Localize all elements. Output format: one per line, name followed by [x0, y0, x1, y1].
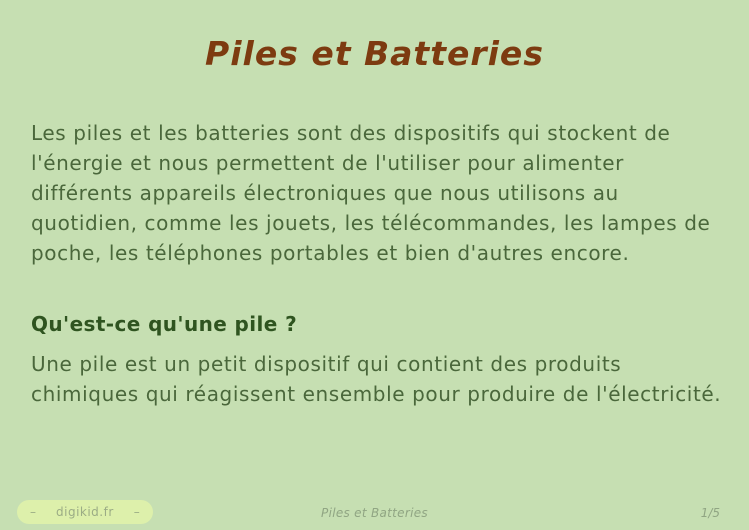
content-area: [31, 118, 723, 409]
badge-dash-left: –: [30, 505, 36, 519]
section-body-paragraph: Une pile est un petit dispositif qui contient des produits chimiques qui réagissent ensemble pour produire de l'électricité.: [31, 352, 722, 406]
footer-doc-title: Piles et Batteries: [321, 506, 428, 520]
intro-paragraph: Les piles et les batteries sont des dispositifs qui stockent de l'énergie et nous permettent de l'utiliser pour alimenter différents appareils électroniques que nous utilisons au quotidien, comme les jouets, les télécommandes, les lampes de poche, les téléphones portables et bien d'autres encore.: [31, 121, 711, 265]
brand-label: digikid.fr: [56, 505, 114, 519]
section-heading: Qu'est-ce qu'une pile ?: [31, 312, 298, 336]
badge-dash-right: –: [133, 505, 140, 519]
page-indicator: 1/5: [700, 506, 720, 520]
footer: [0, 496, 749, 530]
page-title: Piles et Batteries: [205, 34, 544, 73]
